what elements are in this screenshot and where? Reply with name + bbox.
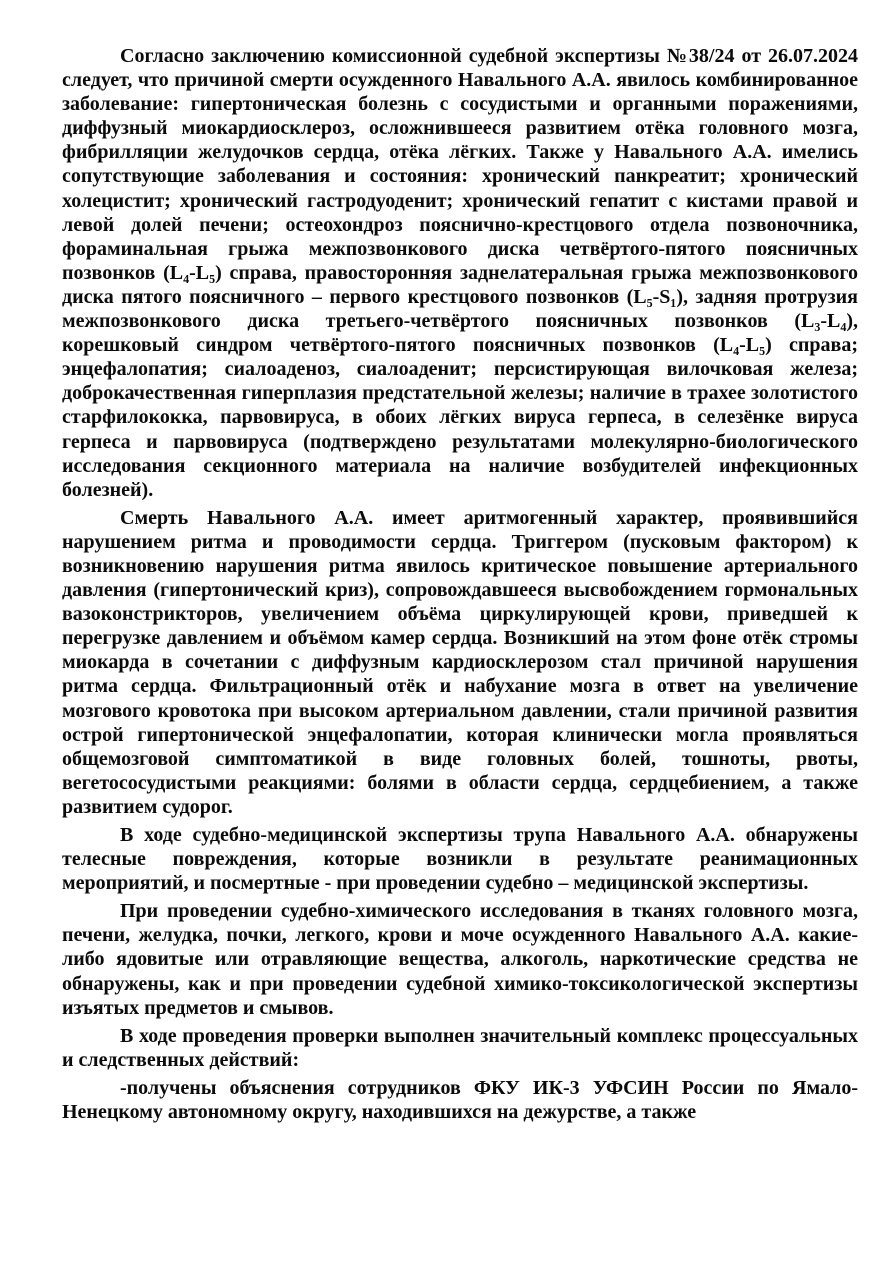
- paragraph-injuries: В ходе судебно-медицинской экспертизы трупа Навального А.А. обнаружены телесные повреждения, которые возникли в результате реанимационных мероприятий, и посмертные - при проведении судебно – медицинской экспертизы.: [62, 824, 858, 895]
- paragraph-explanations: -получены объяснения сотрудников ФКУ ИК-3 УФСИН России по Ямало-Ненецкому автономному округу, находившихся на дежурстве, а также: [62, 1076, 858, 1124]
- paragraph-investigation: В ходе проведения проверки выполнен значительный комплекс процессуальных и следственных действий:: [62, 1024, 858, 1071]
- paragraph-cause-of-death: Смерть Навального А.А. имеет аритмогенный характер, проявившийся нарушением ритма и проводимости сердца. Триггером (пусковым фактором) к возникновению нарушения ритма явилось критическое повышение артериального давления (гипертонический криз), сопровождавшееся высвобождением гормональных вазоконстрикторов, увеличением объёма циркулирующей крови, приведшей к перегрузке давлением и объёмом камер сердца. Возникший на этом фоне отёк стромы миокарда в сочетании с диффузным кардиосклерозом стал причиной нарушения ритма сердца. Фильтрационный отёк и набухание мозга в ответ на увеличение мозгового кровотока при высоком артериальном давлении, стали причиной развития острой гипертонической энцефалопатии, которая клинически могла проявляться общемозговой симптоматикой в виде головных болей, тошноты, рвоты, вегетососудистыми реакциями: болями в области сердца, сердцебиением, а также развитием судорог.: [62, 506, 858, 818]
- paragraph-expert-conclusion: Согласно заключению комиссионной судебной экспертизы №38/24 от 26.07.2024 следует, что причиной смерти осужденного Навального А.А. явилось комбинированное заболевание: гипертоническая болезнь с сосудистыми и органными поражениями, диффузный миокардиосклероз, осложнившееся развитием отёка головного мозга, фибрилляции желудочков сердца, отёка лёгких. Также у Навального А.А. имелись сопутствующие заболевания и состояния: хронический панкреатит; хронический холецистит; хронический гастродуоденит; хронический гепатит с кистами правой и левой долей печени; остеохондроз пояснично-крестцового отдела позвоночника, фораминальная грыжа межпозвонкового диска четвёртого-пятого поясничных позвонков (L₄-L₅) справа, правосторонняя заднелатеральная грыжа межпозвонкового диска пятого поясничного – первого крестцового позвонков (L₅-S₁), задняя протрузия межпозвонкового диска третьего-четвёртого поясничных позвонков (L₃-L₄), корешковый синдром четвёртого-пятого поясничных позвонков (L₄-L₅) справа; энцефалопатия; сиалоаденоз, сиалоаденит; персистирующая вилочковая железа; доброкачественная гиперплазия предстательной железы; наличие в трахее золотистого старфилококка, парвовируса, в обоих лёгких вируса герпеса, в селезёнке вируса герпеса и парвовируса (подтверждено результатами молекулярно-биологического исследования секционного материала на наличие возбудителей инфекционных болезней).: [62, 45, 858, 501]
- paragraph-chemical-analysis: При проведении судебно-химического исследования в тканях головного мозга, печени, желудка, почки, легкого, крови и моче осужденного Навального А.А. какие-либо ядовитые или отравляющие вещества, алкоголь, наркотические средства не обнаружены, как и при проведении судебной химико-токсикологической экспертизы изъятых предметов и смывов.: [62, 900, 858, 1019]
